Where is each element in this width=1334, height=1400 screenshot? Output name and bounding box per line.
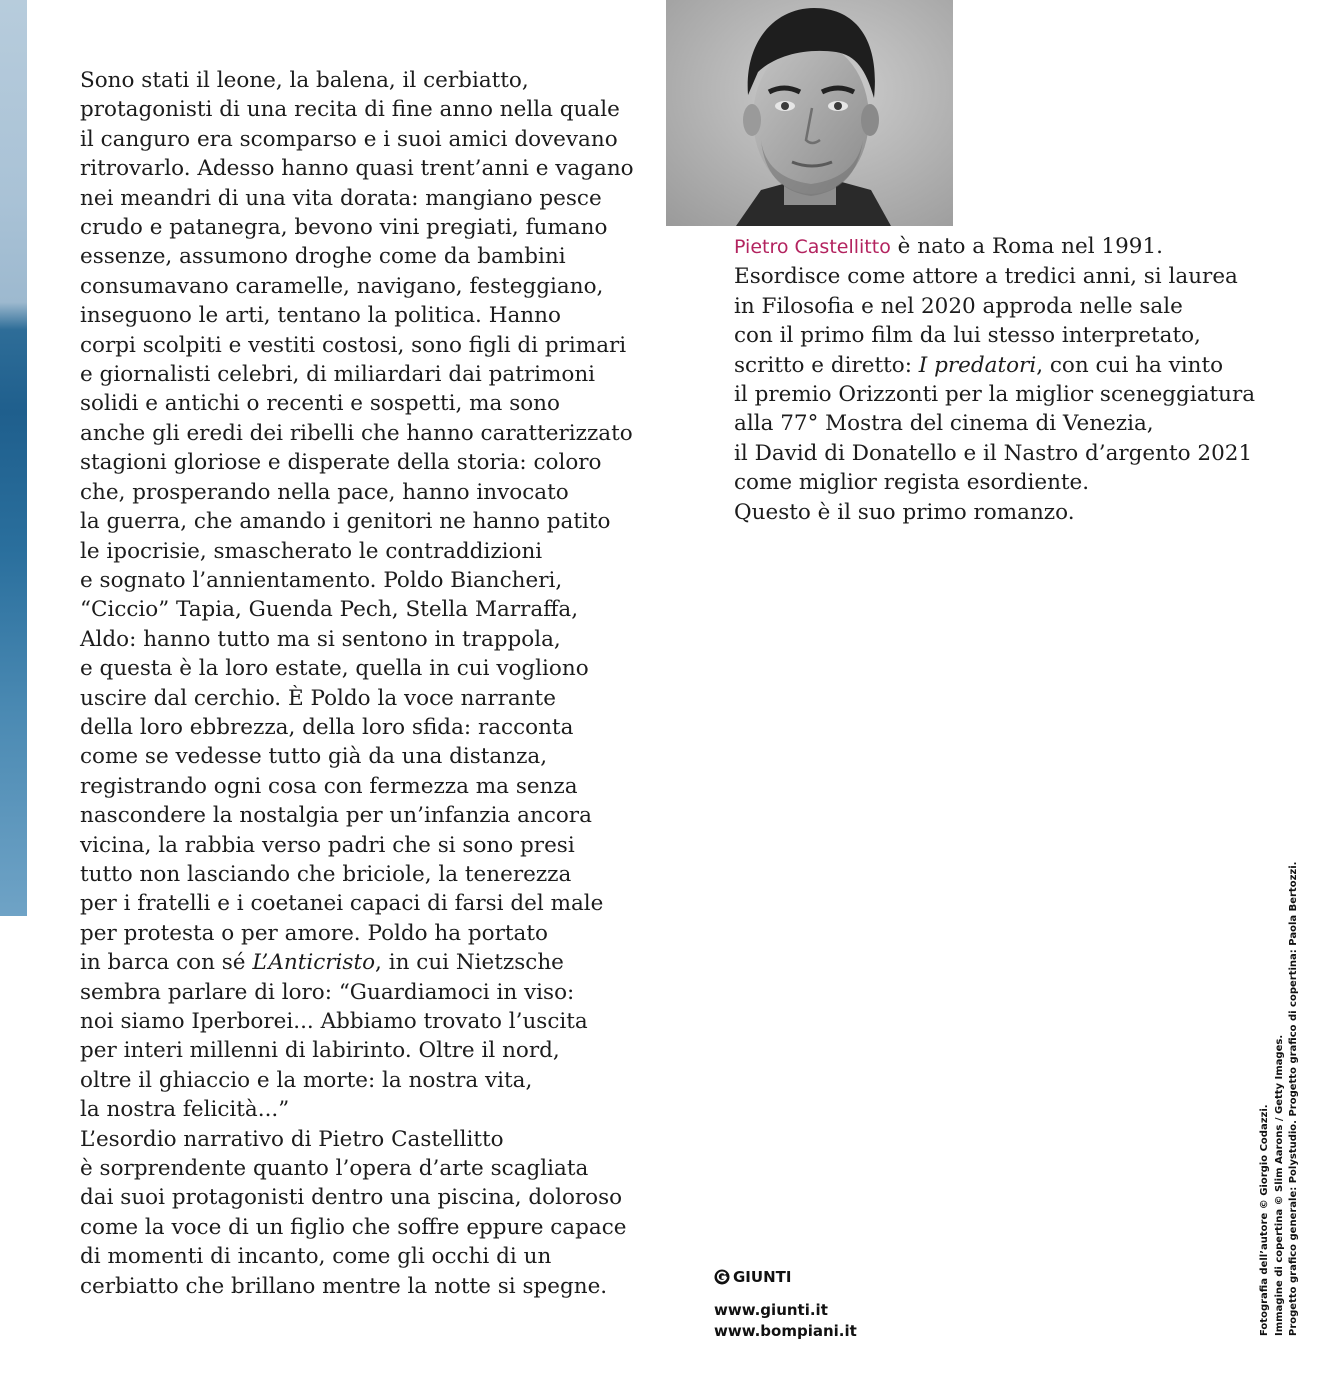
synopsis-line: le ipocrisie, smascherato le contraddizioni xyxy=(80,538,543,564)
synopsis-line: Sono stati il leone, la balena, il cerbiatto, xyxy=(80,68,529,93)
author-portrait-image xyxy=(666,0,953,226)
synopsis-line: inseguono le arti, tentano la politica. Hanno xyxy=(80,303,561,329)
film-title: I predatori xyxy=(918,352,1037,378)
bio-line: Questo è il suo primo romanzo. xyxy=(734,499,1075,525)
bio-line: il premio Orizzonti per la miglior sceneggiatura xyxy=(734,382,1256,408)
bio-line: scritto e diretto: I predatori, con cui ha vinto xyxy=(734,352,1224,378)
bio-line: Pietro Castellitto è nato a Roma nel 1991. xyxy=(734,234,1163,259)
author-name: Pietro Castellitto xyxy=(734,236,891,258)
bio-line: come miglior regista esordiente. xyxy=(734,470,1090,496)
synopsis-line: la nostra felicità...” xyxy=(80,1097,290,1123)
synopsis-line: e questa è la loro estate, quella in cui vogliono xyxy=(80,656,589,682)
credit-line: Fotografia dell’autore © Giorgio Codazzi. xyxy=(1259,1104,1270,1336)
synopsis-line: è sorprendente quanto l’opera d’arte scagliata xyxy=(80,1156,589,1182)
synopsis-line: e sognato l’annientamento. Poldo Biancheri, xyxy=(80,567,563,593)
synopsis-line: tutto non lasciando che briciole, la tenerezza xyxy=(80,861,572,887)
synopsis-line: corpi scolpiti e vestiti costosi, sono figli di primari xyxy=(80,332,627,358)
synopsis-line: solidi e antichi o recenti e sospetti, ma sono xyxy=(80,391,560,417)
synopsis-line: “Ciccio” Tapia, Guenda Pech, Stella Marraffa, xyxy=(80,597,579,623)
synopsis-line: registrando ogni cosa con fermezza ma senza xyxy=(80,773,578,799)
synopsis-line: la guerra, che amando i genitori ne hanno patito xyxy=(80,509,611,535)
credits-text xyxy=(1258,776,1303,1336)
synopsis-line: per interi millenni di labirinto. Oltre il nord, xyxy=(80,1038,560,1064)
synopsis-line: protagonisti di una recita di fine anno nella quale xyxy=(80,97,620,123)
bio-line: Esordisce come attore a tredici anni, si laurea xyxy=(734,264,1238,290)
giunti-g-icon xyxy=(714,1269,730,1285)
publisher-name: GIUNTI xyxy=(733,1268,792,1286)
synopsis-text xyxy=(80,66,634,1301)
credit-line: Immagine di copertina © Slim Aarons / Getty Images. xyxy=(1273,1034,1285,1336)
synopsis-line: per protesta o per amore. Poldo ha portato xyxy=(80,920,548,946)
author-bio xyxy=(734,232,1294,527)
synopsis-line: noi siamo Iperborei... Abbiamo trovato l’uscita xyxy=(80,1009,588,1034)
publisher-block xyxy=(714,1268,857,1342)
synopsis-line: che, prosperando nella pace, hanno invocato xyxy=(80,479,569,505)
author-photo xyxy=(666,0,953,226)
synopsis-line: consumavano caramelle, navigano, festeggiano, xyxy=(80,273,604,299)
synopsis-line: nei meandri di una vita dorata: mangiano pesce xyxy=(80,185,602,211)
synopsis-line: uscire dal cerchio. È Poldo la voce narrante xyxy=(80,685,556,711)
synopsis-line: di momenti di incanto, come gli occhi di un xyxy=(80,1244,552,1270)
synopsis-line: dai suoi protagonisti dentro una piscina, doloroso xyxy=(80,1185,623,1211)
synopsis-line: della loro ebbrezza, della loro sfida: racconta xyxy=(80,714,574,740)
book-title: L’Anticristo xyxy=(252,950,376,976)
bio-line: il David di Donatello e il Nastro d’argento 2021 xyxy=(734,440,1253,466)
synopsis-line: anche gli eredi dei ribelli che hanno caratterizzato xyxy=(80,420,633,446)
website-link-bompiani[interactable]: www.bompiani.it xyxy=(714,1322,857,1340)
synopsis-line: oltre il ghiaccio e la morte: la nostra vita, xyxy=(80,1067,533,1093)
synopsis-line: vicina, la rabbia verso padri che si sono presi xyxy=(80,832,575,858)
synopsis-line: come la voce di un figlio che soffre eppure capace xyxy=(80,1214,627,1240)
synopsis-line: essenze, assumono droghe come da bambini xyxy=(80,244,566,270)
synopsis-line: e giornalisti celebri, di miliardari dai patrimoni xyxy=(80,362,596,388)
synopsis-line: L’esordio narrativo di Pietro Castellitto xyxy=(80,1126,504,1152)
bio-line: in Filosofia e nel 2020 approda nelle sale xyxy=(734,293,1183,319)
cover-image-strip xyxy=(0,0,27,916)
publisher-logo xyxy=(714,1268,857,1286)
bio-line: con il primo film da lui stesso interpretato, xyxy=(734,323,1201,349)
synopsis-line: il canguro era scomparso e i suoi amici dovevano xyxy=(80,126,618,152)
website-link-giunti[interactable]: www.giunti.it xyxy=(714,1301,828,1319)
synopsis-line: in barca con sé L’Anticristo, in cui Nietzsche xyxy=(80,950,564,976)
synopsis-line: come se vedesse tutto già da una distanza, xyxy=(80,744,548,770)
credit-line: Progetto grafico generale: Polystudio. Progetto grafico di copertina: Paola Bertozzi. xyxy=(1288,861,1299,1336)
synopsis-line: per i fratelli e i coetanei capaci di farsi del male xyxy=(80,891,604,917)
synopsis-line: ritrovarlo. Adesso hanno quasi trent’anni e vagano xyxy=(80,156,634,182)
synopsis-line: crudo e patanegra, bevono vini pregiati, fumano xyxy=(80,215,608,241)
bio-line: alla 77° Mostra del cinema di Venezia, xyxy=(734,411,1154,437)
synopsis-line: Aldo: hanno tutto ma si sentono in trappola, xyxy=(80,626,561,652)
synopsis-line: sembra parlare di loro: “Guardiamoci in viso: xyxy=(80,979,575,1005)
synopsis-line: cerbiatto che brillano mentre la notte si spegne. xyxy=(80,1273,608,1299)
synopsis-line: nascondere la nostalgia per un’infanzia ancora xyxy=(80,803,592,829)
synopsis-line: stagioni gloriose e disperate della storia: coloro xyxy=(80,450,602,476)
